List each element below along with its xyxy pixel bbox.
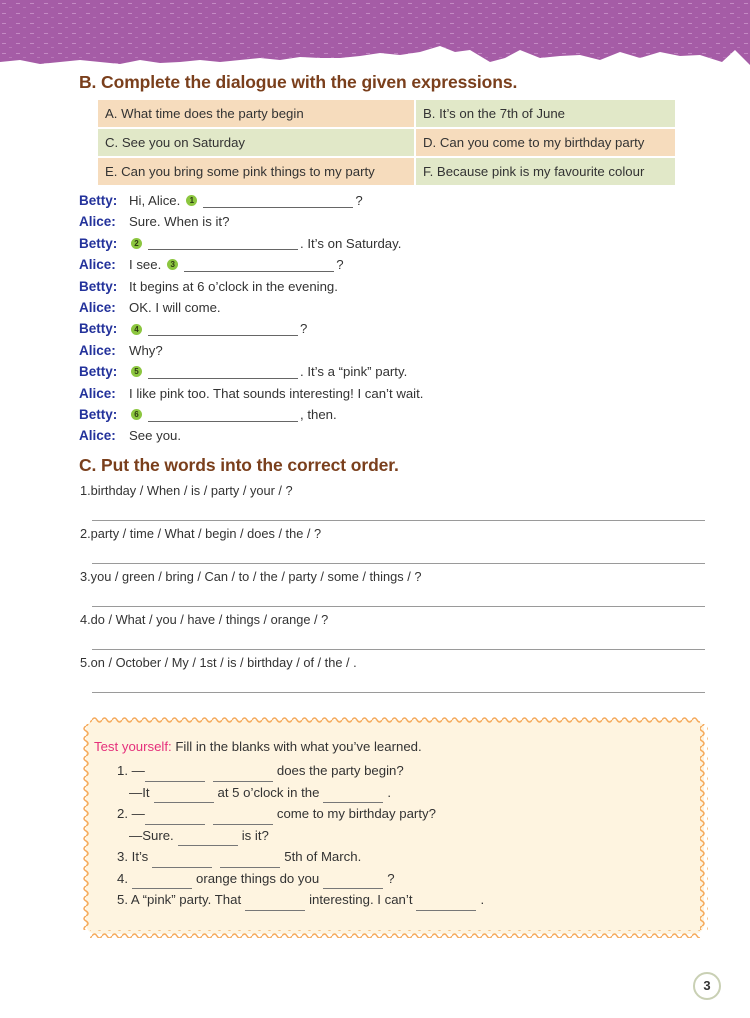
test-line <box>117 889 694 911</box>
dialogue <box>79 190 423 447</box>
test-line <box>117 782 694 804</box>
fill-blank[interactable] <box>323 875 383 889</box>
word-order-prompt: 4.do / What / you / have / things / orange / ? <box>80 612 329 627</box>
blank-number-badge: 3 <box>167 259 178 270</box>
fill-blank[interactable] <box>154 789 214 803</box>
word-order-prompt: 3.you / green / bring / Can / to / the / party / some / things / ? <box>80 569 422 584</box>
test-yourself-instruction: Fill in the blanks with what you’ve learned. <box>171 739 422 754</box>
test-line <box>117 846 694 868</box>
test-yourself-content <box>94 738 694 911</box>
dialogue-text: OK. I will come. <box>129 299 221 315</box>
test-text: interesting. I can’t <box>309 892 413 907</box>
fill-blank[interactable] <box>323 789 383 803</box>
test-text: . <box>387 784 392 800</box>
test-yourself-box <box>82 716 708 938</box>
dialogue-text: Hi, Alice. <box>129 193 181 208</box>
dialogue-text: , then. <box>300 406 337 422</box>
test-text: does the party begin? <box>276 763 404 778</box>
speaker-label: Betty: <box>79 235 118 251</box>
blank-number-badge: 1 <box>186 195 197 206</box>
answer-blank[interactable] <box>148 322 298 336</box>
dialogue-text: I like pink too. That sounds interesting! I can’t wait. <box>129 385 424 401</box>
test-line <box>117 825 694 847</box>
test-line <box>117 760 694 782</box>
dialogue-text: See you. <box>129 428 182 444</box>
blank-number-badge: 4 <box>131 324 142 335</box>
speaker-label: Alice: <box>79 299 116 315</box>
dialogue-text: . It’s a “pink” party. <box>300 364 408 380</box>
answer-blank[interactable] <box>148 236 298 250</box>
header-decorative-band <box>0 0 750 72</box>
dialogue-line <box>79 276 423 297</box>
dialogue-line <box>79 233 423 254</box>
expression-f: F. Because pink is my favourite colour <box>416 158 675 185</box>
section-c-title: C. Put the words into the correct order. <box>79 455 399 475</box>
test-text: is it? <box>241 827 269 843</box>
answer-blank[interactable] <box>184 258 334 272</box>
speaker-label: Alice: <box>79 385 116 401</box>
dialogue-text: Sure. When is it? <box>129 214 230 230</box>
dialogue-text: It begins at 6 o’clock in the evening. <box>129 278 338 294</box>
test-line <box>117 803 694 825</box>
dialogue-line <box>79 340 423 361</box>
dialogue-line <box>79 211 423 232</box>
answer-blank[interactable] <box>148 408 298 422</box>
expression-e: E. Can you bring some pink things to my party <box>98 158 414 185</box>
answer-line[interactable] <box>92 649 705 650</box>
page-number: 3 <box>693 972 721 1000</box>
section-b-title: B. Complete the dialogue with the given expressions. <box>79 72 518 92</box>
fill-blank[interactable] <box>152 854 212 868</box>
test-text: orange things do you <box>196 870 320 886</box>
speaker-label: Betty: <box>79 364 118 380</box>
dialogue-text: I see. <box>129 257 162 273</box>
blank-number-badge: 2 <box>131 238 142 249</box>
word-order-item <box>80 609 705 652</box>
test-yourself-header <box>94 738 694 756</box>
answer-line[interactable] <box>92 606 705 607</box>
speaker-label: Betty: <box>79 193 118 208</box>
test-yourself-label: Test yourself: <box>94 739 172 754</box>
expression-b: B. It’s on the 7th of June <box>416 100 675 127</box>
dialogue-text: . It’s on Saturday. <box>300 235 402 251</box>
dialogue-line <box>79 404 423 425</box>
test-text: 4. <box>117 870 128 886</box>
test-text: at 5 o’clock in the <box>217 784 320 800</box>
test-text: —Sure. <box>129 827 174 843</box>
test-text: 3. It’s <box>117 849 149 864</box>
speaker-label: Betty: <box>79 406 118 422</box>
speaker-label: Alice: <box>79 257 116 273</box>
test-line <box>117 868 694 890</box>
dialogue-line <box>79 254 423 275</box>
word-order-list <box>80 480 705 695</box>
dialogue-text: ? <box>300 321 308 337</box>
fill-blank[interactable] <box>213 811 273 825</box>
fill-blank[interactable] <box>213 768 273 782</box>
expression-c: C. See you on Saturday <box>98 129 414 156</box>
test-yourself-lines <box>94 760 694 911</box>
test-text: ? <box>387 870 395 886</box>
test-text: —It <box>129 784 150 800</box>
speaker-label: Alice: <box>79 214 116 230</box>
word-order-prompt: 5.on / October / My / 1st / is / birthday / of / the / . <box>80 655 357 670</box>
expression-d: D. Can you come to my birthday party <box>416 129 675 156</box>
test-text: come to my birthday party? <box>276 806 436 821</box>
dialogue-text: ? <box>355 193 363 208</box>
fill-blank[interactable] <box>145 811 205 825</box>
answer-blank[interactable] <box>148 365 298 379</box>
fill-blank[interactable] <box>416 897 476 911</box>
fill-blank[interactable] <box>220 854 280 868</box>
dialogue-line <box>79 425 423 446</box>
test-text: . <box>480 892 485 907</box>
dialogue-line <box>79 297 423 318</box>
expressions-row <box>98 100 675 127</box>
blank-number-badge: 6 <box>131 409 142 420</box>
word-order-prompt: 1.birthday / When / is / party / your / ? <box>80 483 293 498</box>
answer-line[interactable] <box>92 692 705 693</box>
dialogue-text: ? <box>336 257 344 273</box>
fill-blank[interactable] <box>178 832 238 846</box>
word-order-item <box>80 523 705 566</box>
word-order-item <box>80 652 705 695</box>
test-text: 5th of March. <box>284 849 362 864</box>
dialogue-line <box>79 190 423 211</box>
speaker-label: Alice: <box>79 342 116 358</box>
answer-line[interactable] <box>92 563 705 564</box>
test-text: 5. A “pink” party. That <box>117 892 242 907</box>
speaker-label: Alice: <box>79 428 116 444</box>
answer-blank[interactable] <box>203 194 353 208</box>
expressions-table <box>98 100 675 187</box>
dialogue-line <box>79 318 423 339</box>
test-text: 2. — <box>117 806 145 821</box>
expressions-row <box>98 129 675 156</box>
fill-blank[interactable] <box>132 875 192 889</box>
speaker-label: Betty: <box>79 321 118 337</box>
expression-a: A. What time does the party begin <box>98 100 414 127</box>
blank-number-badge: 5 <box>131 366 142 377</box>
expressions-row <box>98 158 675 185</box>
dialogue-line <box>79 361 423 382</box>
speaker-label: Betty: <box>79 278 118 294</box>
fill-blank[interactable] <box>145 768 205 782</box>
test-text: 1. — <box>117 763 145 778</box>
dialogue-line <box>79 383 423 404</box>
word-order-item <box>80 480 705 523</box>
answer-line[interactable] <box>92 520 705 521</box>
word-order-prompt: 2.party / time / What / begin / does / the / ? <box>80 526 322 541</box>
dialogue-text: Why? <box>129 342 163 358</box>
fill-blank[interactable] <box>245 897 305 911</box>
word-order-item <box>80 566 705 609</box>
